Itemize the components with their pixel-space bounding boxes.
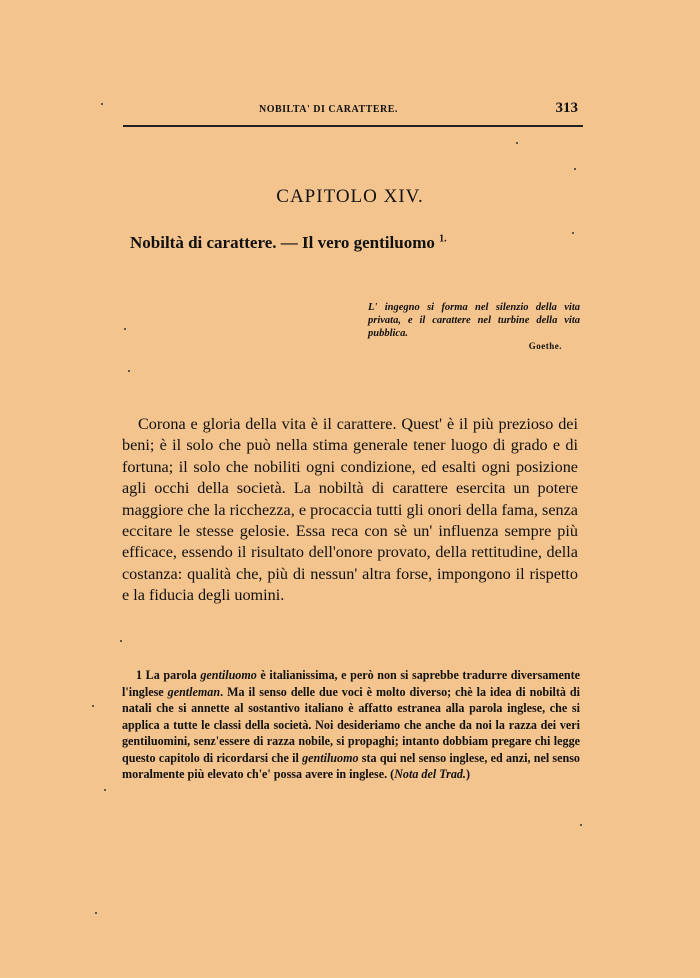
footnote-text-5: ) bbox=[465, 767, 470, 781]
footnote-reference: 1. bbox=[439, 233, 447, 245]
chapter-subtitle bbox=[130, 233, 590, 253]
running-head-title: NOBILTA' DI CARATTERE. bbox=[259, 104, 398, 115]
footnote-term-gentleman: gentleman bbox=[167, 684, 221, 699]
footnote-text-4: sta qui nel senso inglese, ed anzi, nel senso moralmente più elevato ch'e' possa avere in inglese. ( bbox=[122, 750, 580, 781]
chapter-heading: CAPITOLO XIV. bbox=[276, 186, 424, 207]
chapter-subtitle-text: Nobiltà di carattere. — Il vero gentiluomo bbox=[130, 233, 435, 252]
page-number: 313 bbox=[555, 100, 578, 116]
body-paragraph: Corona e gloria della vita è il carattere. Quest' è il più prezioso dei beni; è il solo che può nella stima generale tener luogo di grado e di fortuna; il solo che nobiliti ogni condizione, ed esalti ogni posizione agli occhi della società. La nobiltà di carattere esercita un potere maggiore che la ricchezza, e procaccia tutti gli onori della fama, senza eccitare le stesse gelosie. Essa reca con sè un' influenza sempre più efficace, essendo il risultato dell'onore provato, della rettitudine, della costanza: qualità che, più di nessun' altra forse, impongono il rispetto e la fiducia degli uomini. bbox=[122, 415, 578, 605]
epigraph bbox=[368, 301, 580, 353]
footnote-term-gentiluomo: gentiluomo bbox=[200, 668, 257, 682]
epigraph-text: L' ingegno si forma nel silenzio della vita privata, e il carattere nel turbine della vita pubblica. bbox=[368, 302, 580, 339]
footnote-text-1: La parola bbox=[145, 668, 201, 682]
epigraph-author: Goethe. bbox=[528, 341, 562, 351]
footnote-term-gentiluomo-2: gentiluomo bbox=[302, 750, 359, 765]
header-rule bbox=[123, 125, 583, 127]
running-head bbox=[123, 100, 578, 124]
footnote-marker: 1 bbox=[136, 668, 143, 682]
footnote bbox=[122, 667, 580, 783]
footnote-text-3: . Ma il senso delle due voci è molto diverso; chè la idea di nobiltà di natali che si annette al sostantivo italiano è affatto estranea alla parola inglese, che si applica a tutte le classi della società. Noi desideriamo che anche da noi la razza dei veri gentiluomini, senz'essere di razza nobile, si propaghi; intanto dobbiam pregare chi legge questo capitolo di ricordarsi che il bbox=[122, 684, 580, 765]
footnote-note-label: Nota del Trad. bbox=[394, 767, 466, 781]
footnote-text-2: è italianissima, e però non si saprebbe tradurre diversamente l'inglese bbox=[122, 668, 580, 699]
